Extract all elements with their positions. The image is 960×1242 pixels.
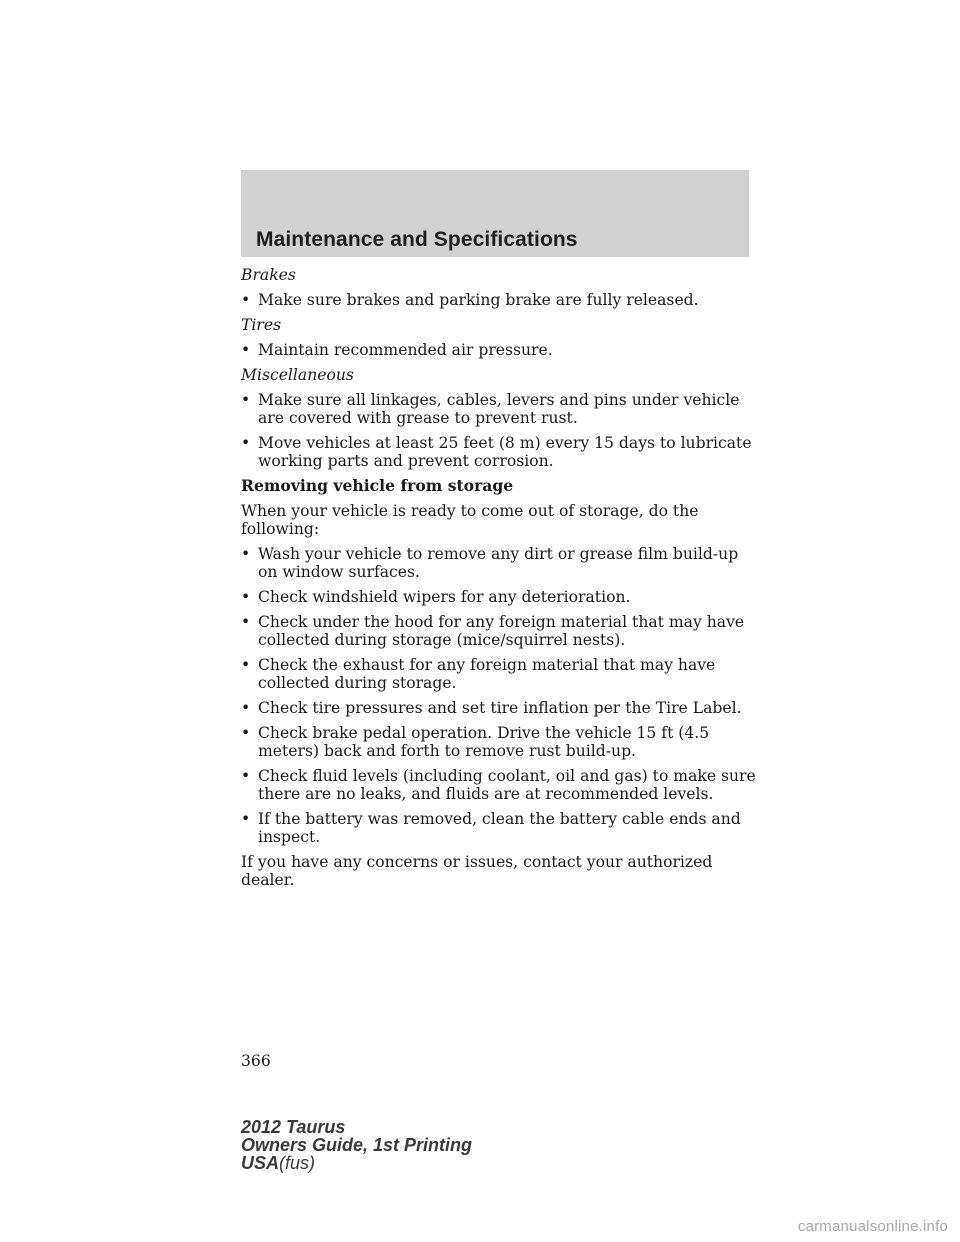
bullet-icon: • — [241, 699, 251, 717]
list-item: • Move vehicles at least 25 feet (8 m) every 15 days to lubricate working parts and prevent corrosion. — [241, 434, 752, 470]
bullet-icon: • — [241, 767, 251, 785]
section-title: Maintenance and Specifications — [256, 228, 578, 251]
miscellaneous-list — [241, 391, 761, 470]
site-watermark: carmanualsonline.info — [797, 1218, 948, 1235]
page-number: 366 — [241, 1052, 271, 1070]
tires-list — [241, 341, 761, 359]
closing-paragraph: If you have any concerns or issues, contact your authorized dealer. — [241, 853, 713, 889]
list-item: • Check fluid levels (including coolant, oil and gas) to make sure there are no leaks, and fluids are at recommended levels. — [241, 767, 756, 803]
footer-edition: Owners Guide, 1st Printing — [241, 1135, 473, 1155]
heading-removing-vehicle: Removing vehicle from storage — [241, 476, 514, 495]
subheading-miscellaneous: Miscellaneous — [241, 366, 354, 384]
footer-region: USA(fus) — [241, 1153, 316, 1173]
bullet-icon: • — [241, 810, 251, 828]
intro-paragraph: When your vehicle is ready to come out of storage, do the following: — [241, 502, 699, 538]
bullet-icon: • — [241, 613, 251, 631]
list-item: • Check the exhaust for any foreign material that may have collected during storage. — [241, 656, 716, 692]
bullet-icon: • — [241, 341, 251, 359]
storage-removal-list — [241, 545, 761, 846]
list-item: • Check tire pressures and set tire inflation per the Tire Label. — [241, 699, 742, 717]
bullet-icon: • — [241, 656, 251, 674]
list-item: • Check brake pedal operation. Drive the vehicle 15 ft (4.5 meters) back and forth to remove rust build-up. — [241, 724, 710, 760]
list-item: • Make sure brakes and parking brake are fully released. — [241, 291, 699, 309]
list-item: • Make sure all linkages, cables, levers and pins under vehicle are covered with grease to prevent rust. — [241, 391, 740, 427]
page-content — [241, 266, 761, 896]
bullet-icon: • — [241, 434, 251, 452]
subheading-tires: Tires — [241, 316, 282, 334]
list-item: • If the battery was removed, clean the battery cable ends and inspect. — [241, 810, 741, 846]
footer-model: 2012 Taurus — [241, 1117, 346, 1137]
bullet-icon: • — [241, 391, 251, 409]
bullet-icon: • — [241, 291, 251, 309]
list-item: • Maintain recommended air pressure. — [241, 341, 553, 359]
list-item: • Wash your vehicle to remove any dirt or grease film build-up on window surfaces. — [241, 545, 739, 581]
bullet-icon: • — [241, 588, 251, 606]
subheading-brakes: Brakes — [241, 266, 296, 284]
brakes-list — [241, 291, 761, 309]
bullet-icon: • — [241, 545, 251, 563]
list-item: • Check under the hood for any foreign material that may have collected during storage (mice/squirrel nests). — [241, 613, 745, 649]
list-item: • Check windshield wipers for any deterioration. — [241, 588, 631, 606]
bullet-icon: • — [241, 724, 251, 742]
document-footer — [241, 1118, 472, 1172]
